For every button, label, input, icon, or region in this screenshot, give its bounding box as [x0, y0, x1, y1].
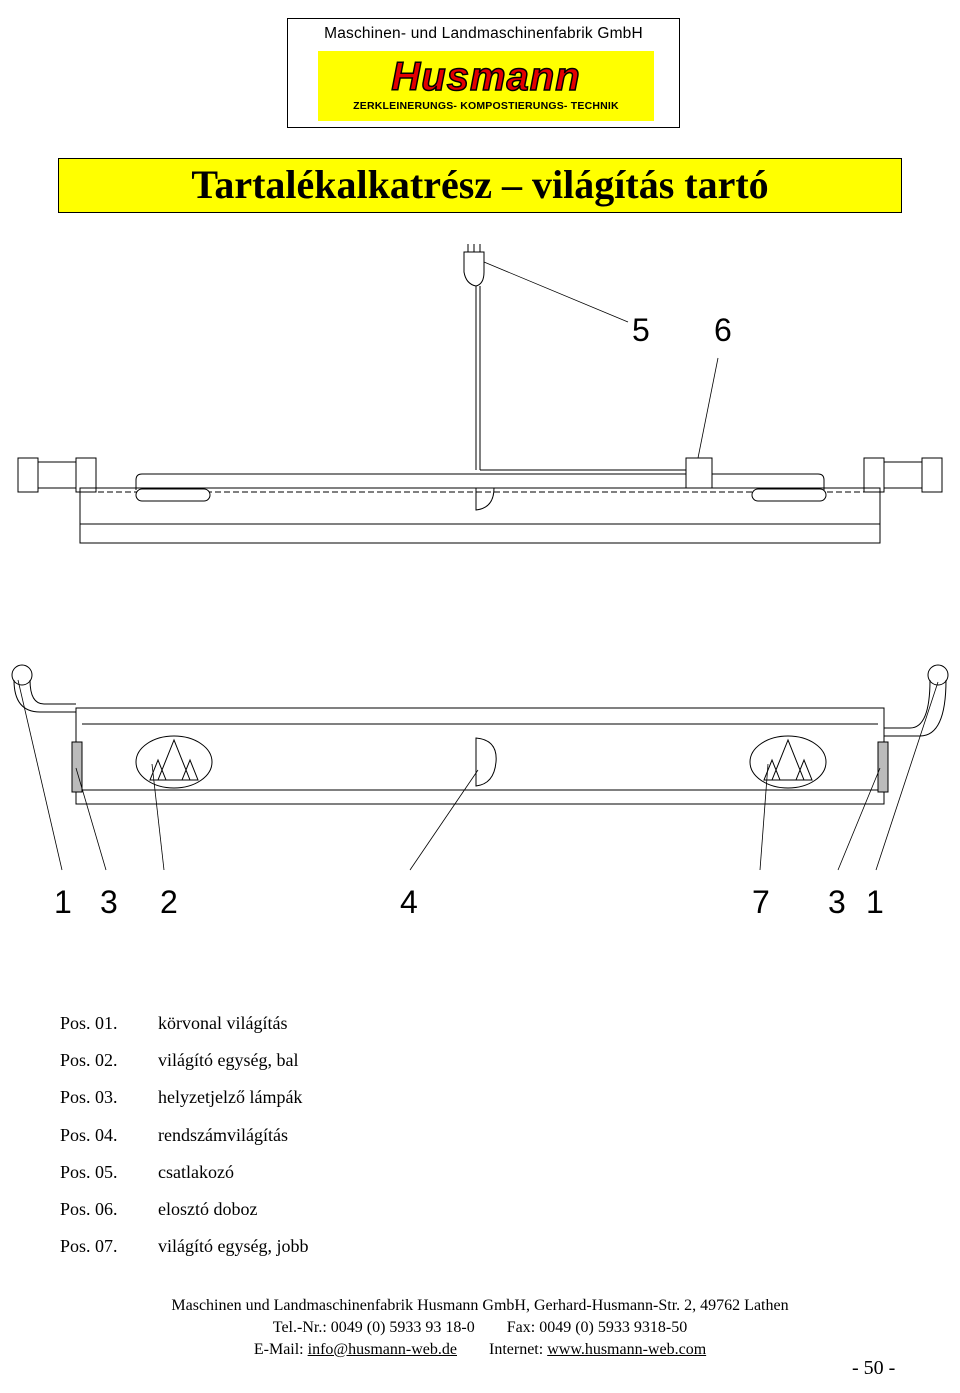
- light-bar-drawing: [0, 230, 960, 930]
- page-title: Tartalékalkatrész – világítás tartó: [191, 162, 769, 207]
- callout-1-left: 1: [54, 884, 72, 920]
- footer-online: [0, 1339, 960, 1360]
- callout-4: 4: [400, 884, 418, 920]
- leader-lines: [18, 262, 938, 870]
- footer-email-link[interactable]: info@husmann-web.de: [307, 1341, 457, 1358]
- part-position: Pos. 04.: [60, 1124, 118, 1145]
- part-description: csatlakozó: [158, 1161, 234, 1182]
- callout-1-right: 1: [866, 884, 884, 920]
- logo-company-name: Maschinen- und Landmaschinenfabrik GmbH: [324, 25, 643, 42]
- callout-3-left: 3: [100, 884, 118, 920]
- footer-fax: Fax: 0049 (0) 5933 9318-50: [506, 1319, 688, 1336]
- part-position: Pos. 06.: [60, 1198, 118, 1219]
- top-view: [18, 244, 942, 543]
- part-position: Pos. 05.: [60, 1161, 118, 1182]
- footer-address: Maschinen und Landmaschinenfabrik Husmann GmbH, Gerhard-Husmann-Str. 2, 49762 Lathen: [171, 1297, 789, 1314]
- logo-tagline: ZERKLEINERUNGS- KOMPOSTIERUNGS- TECHNIK: [353, 100, 619, 112]
- distribution-box: [686, 458, 712, 488]
- callout-7: 7: [752, 884, 770, 920]
- part-description: körvonal világítás: [158, 1013, 288, 1033]
- company-logo: [287, 18, 680, 128]
- connector-plug: [464, 244, 484, 470]
- part-description: rendszámvilágítás: [158, 1124, 288, 1145]
- footer-contact: [0, 1317, 960, 1338]
- callout-2: 2: [160, 884, 178, 920]
- callout-5: 5: [632, 312, 650, 348]
- part-position: Pos. 03.: [60, 1087, 118, 1108]
- callout-6: 6: [714, 312, 732, 348]
- part-description: világító egység, jobb: [158, 1236, 309, 1257]
- footer-internet-label: Internet:: [489, 1341, 544, 1358]
- title-bar: [58, 158, 902, 213]
- part-description: helyzetjelző lámpák: [158, 1087, 303, 1108]
- front-view: [12, 665, 948, 804]
- page-number: - 50 -: [852, 1357, 896, 1379]
- part-position: Pos. 01.: [60, 1013, 118, 1033]
- part-description: elosztó doboz: [158, 1198, 258, 1219]
- footer-email-label: E-Mail:: [253, 1341, 304, 1358]
- footer-internet-link[interactable]: www.husmann-web.com: [547, 1341, 707, 1358]
- logo-brand: Husmann: [391, 55, 581, 99]
- callout-3-right: 3: [828, 884, 846, 920]
- part-position: Pos. 07.: [60, 1236, 118, 1257]
- part-description: világító egység, bal: [158, 1050, 299, 1071]
- part-position: Pos. 02.: [60, 1050, 118, 1071]
- logo-band: [318, 51, 654, 121]
- footer-tel: Tel.-Nr.: 0049 (0) 5933 93 18-0: [272, 1319, 475, 1336]
